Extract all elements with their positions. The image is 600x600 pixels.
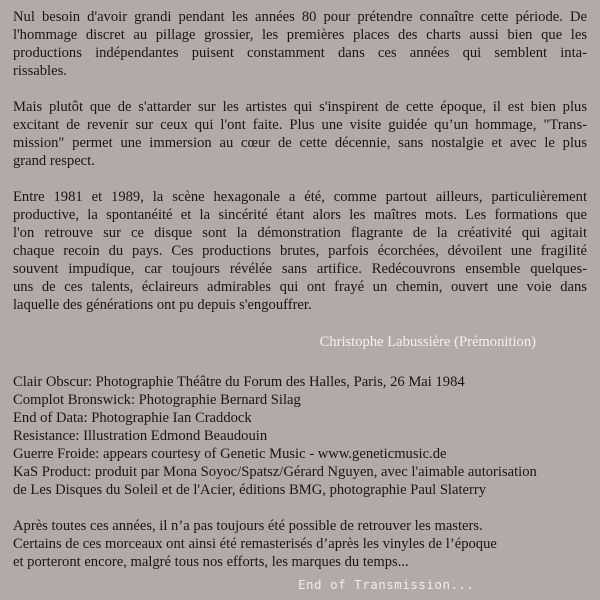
text-line: Entre 1981 et 1989, la scène hexagonale a été, comme partout ailleurs, particulièrement bbox=[13, 189, 587, 205]
text-line: l'on retrouve sur ce disque sont la démonstration flagrante de la créativité qui agitait bbox=[13, 225, 587, 241]
author-signature: Christophe Labussière (Prémonition) bbox=[319, 334, 536, 350]
text-line: Après toutes ces années, il n’a pas toujours été possible de retrouver les masters. bbox=[13, 518, 483, 534]
credit-item: KaS Product: produit par Mona Soyoc/Spatsz/Gérard Nguyen, avec l'aimable autorisation bbox=[13, 464, 537, 480]
credit-item: Guerre Froide: appears courtesy of Genetic Music - www.geneticmusic.de bbox=[13, 446, 447, 462]
text-line: Mais plutôt que de s'attarder sur les artistes qui s'inspirent de cette époque, il est bien plus bbox=[13, 99, 587, 115]
text-line: uns de ces talents, éclaireurs admirables qui ont frayé un chemin, ouvert une voie dans bbox=[13, 279, 587, 295]
credit-item: Resistance: Illustration Edmond Beaudouin bbox=[13, 428, 268, 444]
text-line: et porteront encore, malgré tous nos efforts, les marques du temps... bbox=[13, 554, 409, 570]
closing-note bbox=[13, 517, 587, 571]
text-line: rissables. bbox=[13, 63, 67, 79]
text-line: souvent impudique, car toujours révélée sans artifice. Redécouvrons ensemble quelques- bbox=[13, 261, 587, 277]
text-line: Certains de ces morceaux ont ainsi été remasterisés d’après les vinyles de l’époque bbox=[13, 536, 497, 552]
text-line: chaque recoin du pays. Ces productions brutes, parfois écorchées, dévoilent une fragilité bbox=[13, 243, 587, 259]
second-paragraph bbox=[13, 98, 587, 170]
credit-item: End of Data: Photographie Ian Craddock bbox=[13, 410, 252, 426]
third-paragraph bbox=[13, 188, 587, 314]
credit-item: de Les Disques du Soleil et de l'Acier, éditions BMG, photographie Paul Slaterry bbox=[13, 482, 487, 498]
text-line: productions indépendantes puisent constamment dans ces années qui semblent inta- bbox=[13, 45, 587, 61]
text-line: grand respect. bbox=[13, 153, 95, 169]
text-line: l'hommage discret au pillage grossier, les premières places des charts aussi bien que les bbox=[13, 27, 587, 43]
text-line: Nul besoin d'avoir grandi pendant les années 80 pour prétendre connaître cette période. De bbox=[13, 9, 587, 25]
intro-paragraph bbox=[13, 8, 587, 80]
credits-list bbox=[13, 373, 587, 499]
text-line: mission" permet une immersion au cœur de cette décennie, sans nostalgie et avec le plus bbox=[13, 135, 587, 151]
text-line: excitant de revenir sur ceux qui l'ont faite. Plus une visite guidée qu’un hommage, "Trans- bbox=[13, 117, 587, 133]
text-line: laquelle des générations ont pu depuis s'engouffrer. bbox=[13, 297, 312, 313]
credit-item: Complot Bronswick: Photographie Bernard Silag bbox=[13, 392, 301, 408]
credit-item: Clair Obscur: Photographie Théâtre du Forum des Halles, Paris, 26 Mai 1984 bbox=[13, 374, 465, 390]
text-line: productive, la spontanéité et la sincérité étant alors les maîtres mots. Les formations que bbox=[13, 207, 587, 223]
end-of-transmission-text: End of Transmission... bbox=[298, 577, 475, 592]
